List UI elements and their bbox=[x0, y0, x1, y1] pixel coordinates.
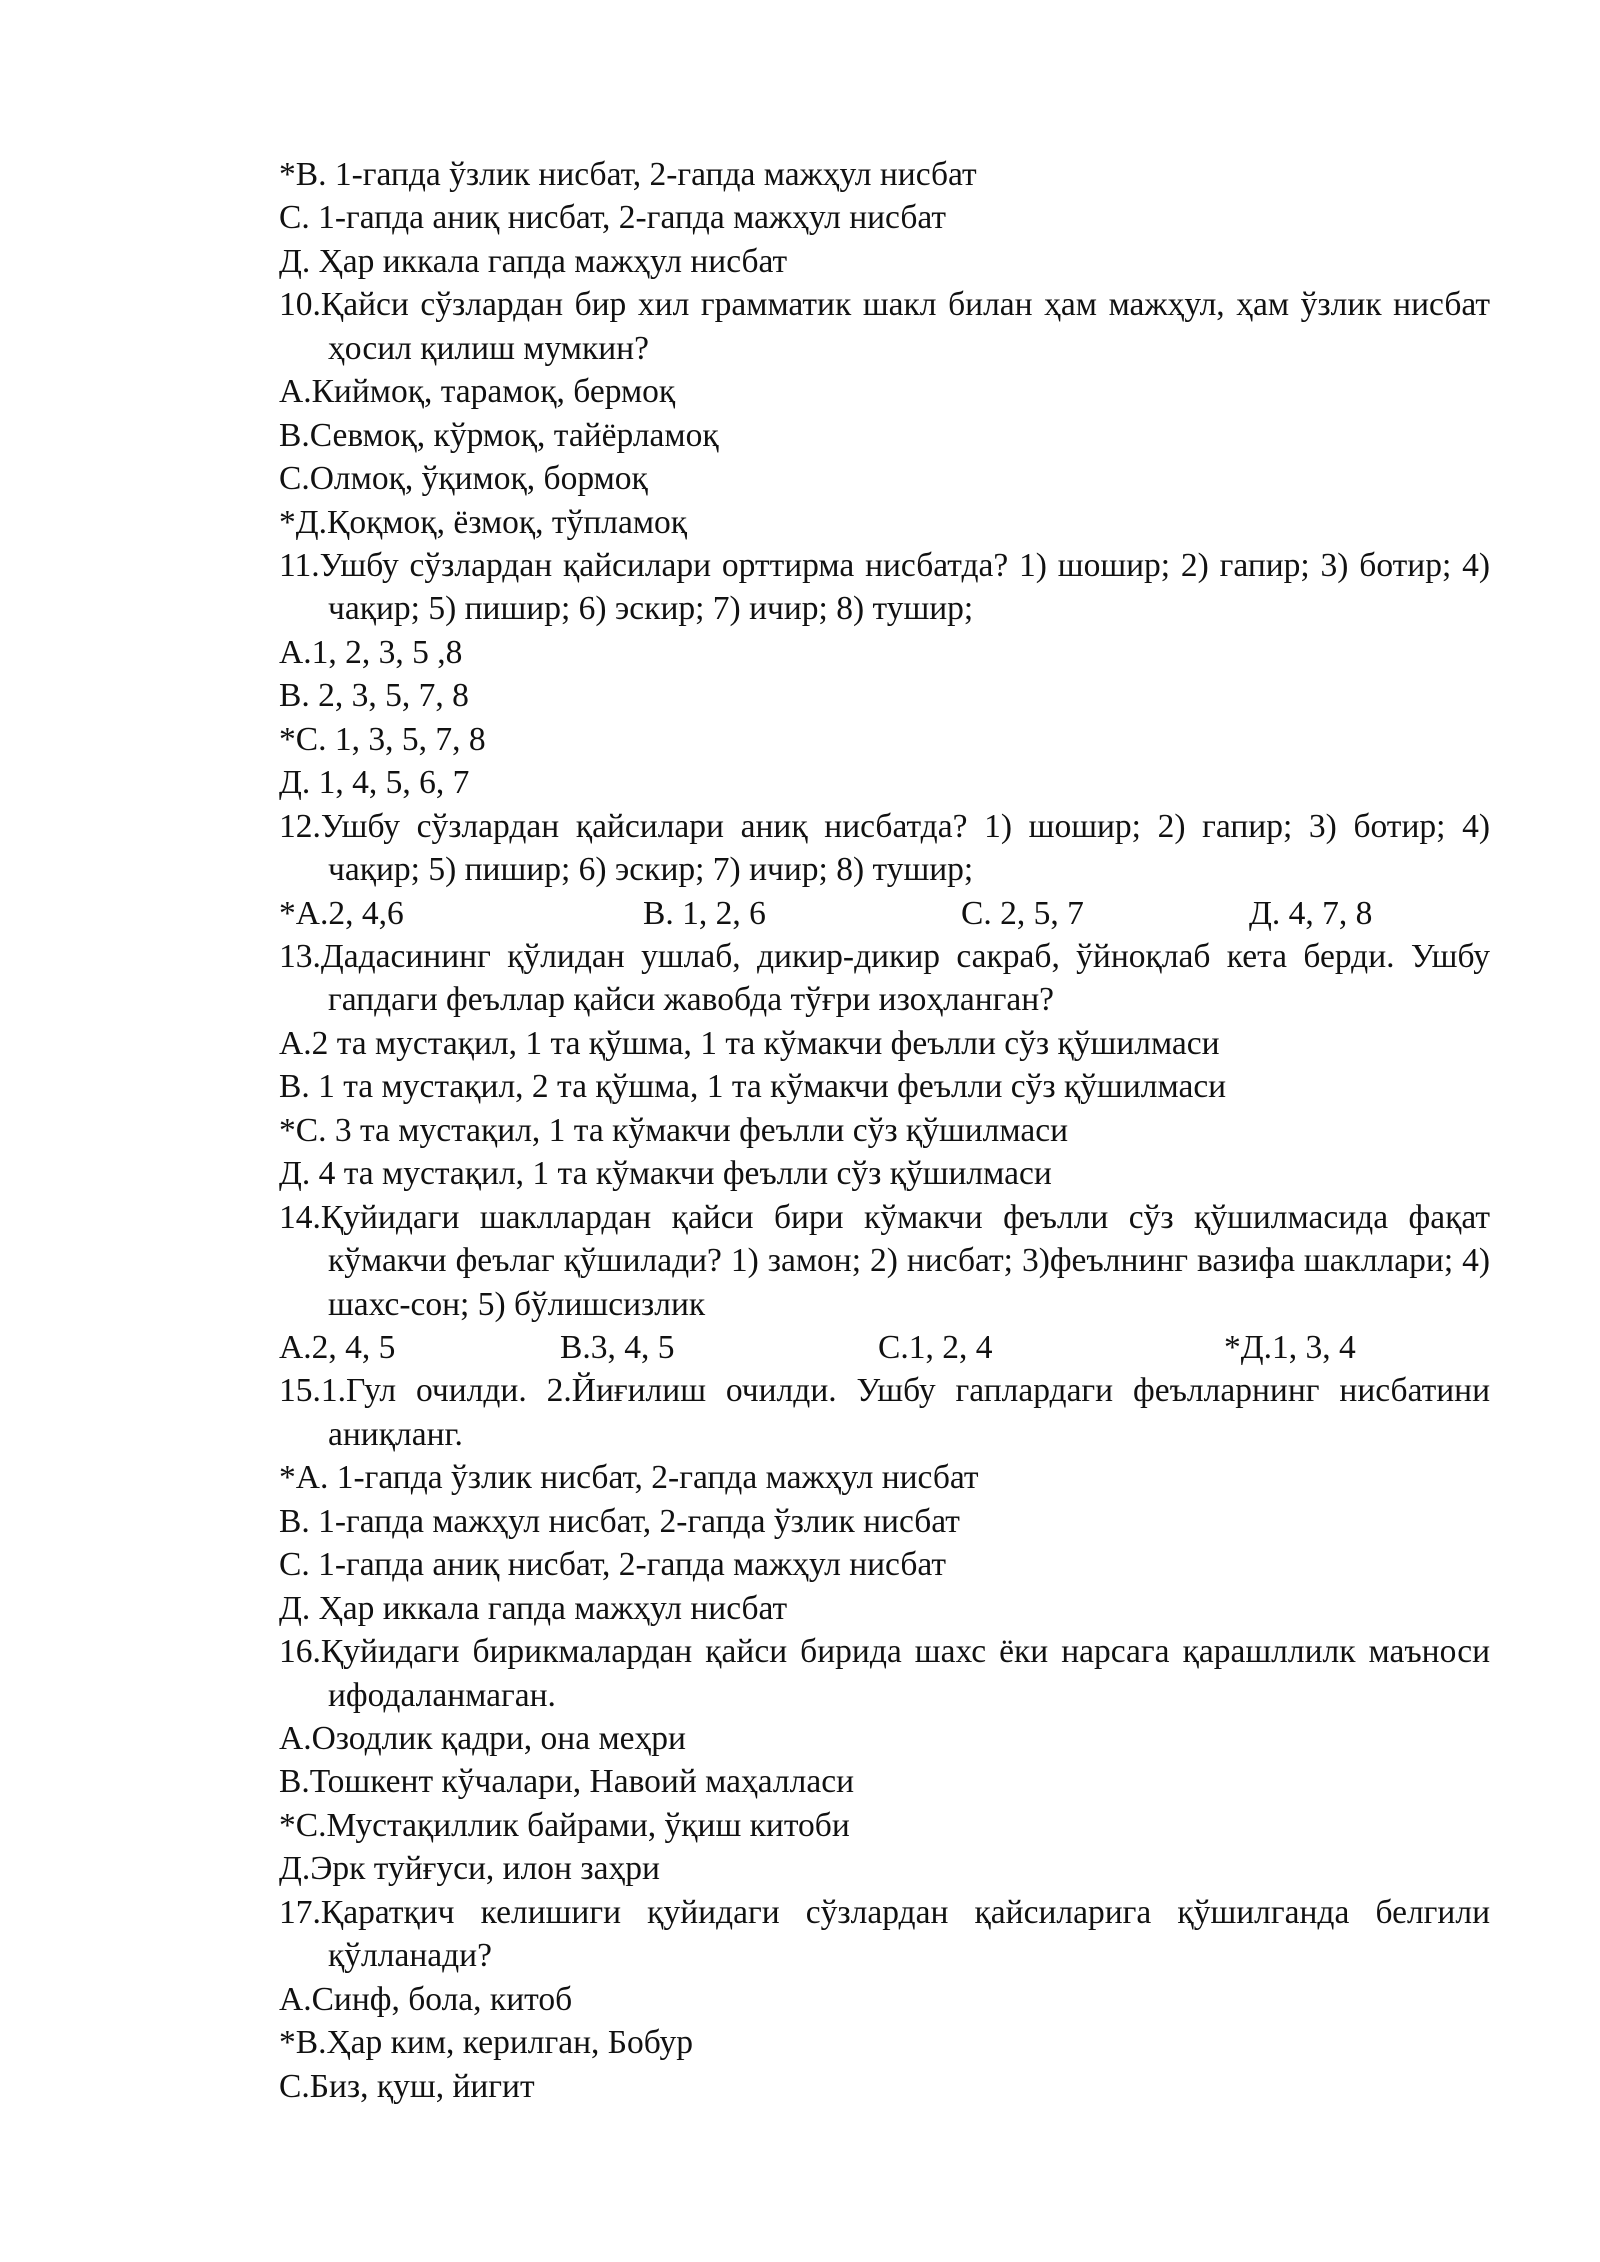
option-a: А.2 та мустақил, 1 та қўшма, 1 та кўмакчи феълли сўз қўшилмаси bbox=[279, 1024, 1220, 1062]
option-a: *А. 1-гапда ўзлик нисбат, 2-гапда мажҳул нисбат bbox=[279, 1459, 979, 1497]
option-d: *Д.Қоқмоқ, ёзмоқ, тўпламоқ bbox=[279, 503, 688, 541]
option-b: В.Тошкент кўчалари, Навоий маҳалласи bbox=[279, 1763, 854, 1801]
question-text: 13.Дадасининг қўлидан ушлаб, дикир-дикир сакраб, ўйноқлаб кета берди. Ушбу гапдаги феъллар қайси жавобда тўғри изоҳланган? bbox=[279, 937, 1490, 1019]
question-text: 14.Қуйидаги шакллардан қайси бири кўмакчи феълли сўз қўшилмасида фақат кўмакчи феълаг қўшилади? 1) замон; 2) нисбат; 3)феълнинг вазифа шакллари; 4) шахс-сон; 5) бўлишсизлик bbox=[279, 1198, 1490, 1323]
option-d: Д.Эрк туйғуси, илон заҳри bbox=[279, 1850, 660, 1888]
option-a: А.Озодлик қадри, она меҳри bbox=[279, 1719, 686, 1757]
option-line: *В. 1-гапда ўзлик нисбат, 2-гапда мажҳул нисбат bbox=[279, 156, 977, 193]
question-13 bbox=[279, 935, 1490, 1196]
question-14 bbox=[279, 1196, 1490, 1370]
option-b: В. 1-гапда мажҳул нисбат, 2-гапда ўзлик нисбат bbox=[279, 1502, 960, 1540]
option-d: Д. Ҳар иккала гапда мажҳул нисбат bbox=[279, 1589, 788, 1627]
option-c: *С.Мустақиллик байрами, ўқиш китоби bbox=[279, 1806, 850, 1844]
question-17 bbox=[279, 1891, 1490, 2108]
option-d: Д. 1, 4, 5, 6, 7 bbox=[279, 764, 470, 802]
option-a: А.1, 2, 3, 5 ,8 bbox=[279, 633, 463, 671]
question-16 bbox=[279, 1630, 1490, 1891]
options-row bbox=[279, 1326, 1490, 1369]
question-text: 11.Ушбу сўзлардан қайсилари орттирма нисбатда? 1) шошир; 2) гапир; 3) ботир; 4) чақир; 5) пишир; 6) эскир; 7) ичир; 8) тушир; bbox=[279, 546, 1490, 628]
option-b: В. 1, 2, 6 bbox=[643, 894, 766, 932]
option-a: А.Киймоқ, тарамоқ, бермоқ bbox=[279, 373, 676, 411]
option-c: С.1, 2, 4 bbox=[878, 1328, 993, 1366]
option-a: А.2, 4, 5 bbox=[279, 1328, 396, 1366]
option-line: С. 1-гапда аниқ нисбат, 2-гапда мажҳул нисбат bbox=[279, 199, 947, 237]
option-c: С. 2, 5, 7 bbox=[961, 894, 1084, 932]
option-a: А.Синф, бола, китоб bbox=[279, 1980, 573, 2018]
option-c: *С. 3 та мустақил, 1 та кўмакчи феълли сўз қўшилмаси bbox=[279, 1111, 1069, 1149]
option-line: Д. Ҳар иккала гапда мажҳул нисбат bbox=[279, 242, 788, 280]
options-row bbox=[279, 892, 1490, 935]
option-c: С.Биз, қуш, йигит bbox=[279, 2067, 535, 2105]
option-a: *А.2, 4,6 bbox=[279, 894, 404, 932]
option-c: С.Олмоқ, ўқимоқ, бормоқ bbox=[279, 460, 648, 498]
option-b: В. 1 та мустақил, 2 та қўшма, 1 та кўмакчи феълли сўз қўшилмаси bbox=[279, 1068, 1227, 1106]
option-b: В.Севмоқ, кўрмоқ, тайёрламоқ bbox=[279, 416, 719, 454]
question-10 bbox=[279, 283, 1490, 544]
option-d: *Д.1, 3, 4 bbox=[1224, 1328, 1356, 1366]
question-text: 17.Қаратқич келишиги қуйидаги сўзлардан қайсиларига қўшилганда белгили қўлланади? bbox=[279, 1893, 1490, 1975]
option-b: В. 2, 3, 5, 7, 8 bbox=[279, 677, 469, 715]
question-15 bbox=[279, 1369, 1490, 1630]
question-12 bbox=[279, 805, 1490, 935]
question-text: 12.Ушбу сўзлардан қайсилари аниқ нисбатда? 1) шошир; 2) гапир; 3) ботир; 4) чақир; 5) пишир; 6) эскир; 7) ичир; 8) тушир; bbox=[279, 807, 1490, 889]
option-d: Д. 4, 7, 8 bbox=[1249, 894, 1373, 932]
question-text: 16.Қуйидаги бирикмалардан қайси бирида шахс ёки нарсага қарашллилк маъноси ифодаланмаган. bbox=[279, 1633, 1490, 1714]
option-d: Д. 4 та мустақил, 1 та кўмакчи феълли сўз қўшилмаси bbox=[279, 1155, 1052, 1193]
test-content bbox=[279, 153, 1490, 2108]
option-c: С. 1-гапда аниқ нисбат, 2-гапда мажҳул нисбат bbox=[279, 1546, 947, 1584]
question-11 bbox=[279, 544, 1490, 805]
option-b: *В.Ҳар ким, керилган, Бобур bbox=[279, 2024, 694, 2062]
option-c: *С. 1, 3, 5, 7, 8 bbox=[279, 720, 486, 758]
question-text: 10.Қайси сўзлардан бир хил грамматик шакл билан ҳам мажҳул, ҳам ўзлик нисбат ҳосил қилиш мумкин? bbox=[279, 286, 1490, 367]
question-text: 15.1.Гул очилди. 2.Йиғилиш очилди. Ушбу гаплардаги феълларнинг нисбатини аниқланг. bbox=[279, 1372, 1490, 1453]
option-b: В.3, 4, 5 bbox=[560, 1328, 675, 1366]
